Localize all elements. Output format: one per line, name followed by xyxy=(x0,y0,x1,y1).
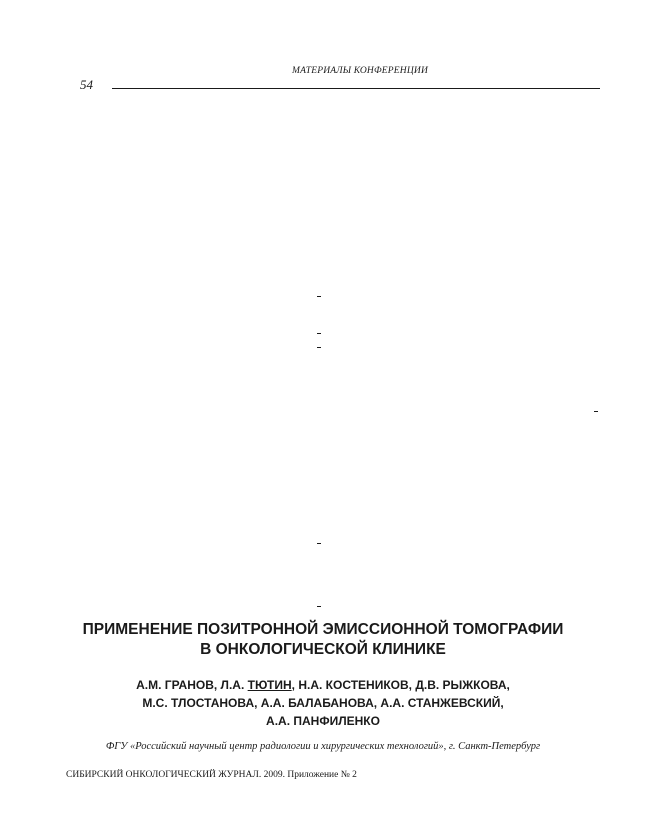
author-text: , Н.А. КОСТЕНИКОВ, Д.В. РЫЖКОВА, xyxy=(291,678,510,692)
hyphen-mark xyxy=(317,543,321,544)
title-line: В ОНКОЛОГИЧЕСКОЙ КЛИНИКЕ xyxy=(200,641,446,658)
presenting-author: ТЮТИН xyxy=(247,678,292,692)
author-list xyxy=(60,676,586,730)
hyphen-mark xyxy=(317,333,321,334)
author-line: А.А. ПАНФИЛЕНКО xyxy=(266,714,380,728)
hyphen-mark xyxy=(594,411,598,412)
author-line: М.С. ТЛОСТАНОВА, А.А. БАЛАБАНОВА, А.А. СТАНЖЕВСКИЙ, xyxy=(142,696,504,710)
author-line xyxy=(60,676,586,694)
hyphen-mark xyxy=(317,296,321,297)
hyphen-mark xyxy=(317,347,321,348)
title-line: ПРИМЕНЕНИЕ ПОЗИТРОННОЙ ЭМИССИОННОЙ ТОМОГРАФИИ xyxy=(82,621,564,638)
hyphen-mark xyxy=(317,606,321,607)
running-head: МАТЕРИАЛЫ КОНФЕРЕНЦИИ xyxy=(291,66,429,76)
journal-footer: СИБИРСКИЙ ОНКОЛОГИЧЕСКИЙ ЖУРНАЛ. 2009. Приложение № 2 xyxy=(66,770,357,780)
header-rule xyxy=(112,88,600,89)
article-title xyxy=(40,620,606,660)
author-text: А.М. ГРАНОВ, Л.А. xyxy=(136,678,248,692)
page-number: 54 xyxy=(80,77,93,92)
affiliation: ФГУ «Российский научный центр радиологии и хирургических технологий», г. Санкт-Петербург xyxy=(105,741,541,752)
